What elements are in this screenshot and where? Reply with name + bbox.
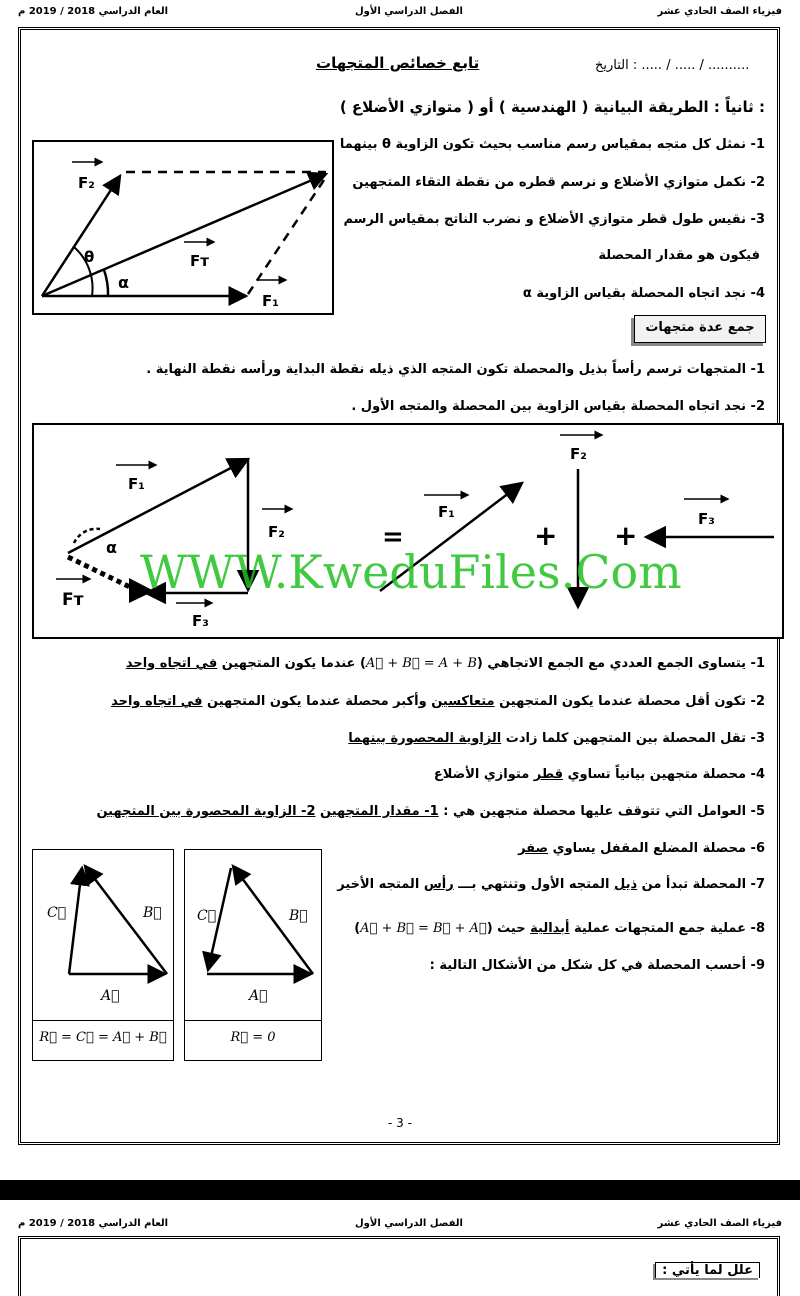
tri1-a-label: A⃗ xyxy=(101,988,120,1004)
header-semester-2: الفصل الدراسي الأول xyxy=(355,1218,463,1229)
watermark-text: WWW.KweduFiles.Com xyxy=(140,545,682,599)
step-3-cont: فيكون هو مقدار المحصلة xyxy=(598,248,760,263)
separate-f1-label: F₁ xyxy=(438,503,455,521)
date-label: التاريخ : ..... / ..... / .......... xyxy=(595,58,750,73)
dashed-side-right xyxy=(248,180,324,294)
section-heading: ثانياً : الطريقة البيانية ( الهندسية ) أو ( متوازي الأضلاع ) : xyxy=(339,98,765,116)
parallelogram-diagram xyxy=(34,142,332,313)
plus-sign-2: + xyxy=(614,519,638,552)
page2-heading: علل لما يأتي : xyxy=(655,1262,760,1278)
alpha-arc-2 xyxy=(74,529,100,543)
poly-resultant xyxy=(68,557,132,588)
header-semester: الفصل الدراسي الأول xyxy=(355,6,463,17)
alpha-arc xyxy=(104,270,108,296)
fact-7: 7- المحصلة تبدأ من ذيل المتجه الأول وتنتهي بـــ رأس المتجه الأخير xyxy=(337,877,765,892)
header-subject-2: فيزياء الصف الحادي عشر xyxy=(657,1218,782,1229)
fact-9: 9- أحسب المحصلة في كل شكل من الأشكال التالية : xyxy=(429,958,765,973)
separate-f2-label: F₂ xyxy=(570,445,587,463)
tri2-a-label: A⃗ xyxy=(249,988,268,1004)
section-tab: جمع عدة متجهات xyxy=(634,315,766,343)
tri2-c-label: C⃗ xyxy=(197,908,217,924)
tri2-result: R⃗ = 0 xyxy=(230,1030,276,1045)
tri1-result: R⃗ = C⃗ = A⃗ + B⃗ xyxy=(39,1030,167,1045)
triangle-figure-1 xyxy=(32,849,174,1061)
page-separator xyxy=(0,1180,800,1200)
parallelogram-figure xyxy=(32,140,334,315)
separate-f3-label: F₃ xyxy=(698,510,715,528)
step-2: 2- نكمل متوازي الأضلاع و نرسم قطره من نقطة التقاء المتجهين xyxy=(352,175,765,190)
fact-4: 4- محصلة متجهين بيانياً تساوي قطر متوازي الأضلاع xyxy=(433,767,765,782)
poly-f1 xyxy=(68,459,248,553)
fact-3: 3- تقل المحصلة بين المتجهين كلما زادت الزاوية المحصورة بينهما xyxy=(348,731,765,746)
multi-step-1: 1- المتجهات ترسم رأساً بذيل والمحصلة تكون المتجه الذي ذيله نقطة البداية ورأسه نقطة النهاية . xyxy=(146,362,765,377)
f2-label: F₂ xyxy=(78,174,95,192)
alpha-label: α xyxy=(118,273,129,292)
plus-sign-1: + xyxy=(534,519,558,552)
multi-step-2: 2- نجد اتجاه المحصلة بقياس الزاوية بين المحصلة والمتجه الأول . xyxy=(351,399,765,414)
equals-sign: = xyxy=(382,522,404,552)
vector-addition-diagram xyxy=(34,425,782,637)
step-3: 3- نقيس طول قطر متوازي الأضلاع و نضرب الناتج بمقياس الرسم xyxy=(343,212,765,227)
header-subject: فيزياء الصف الحادي عشر xyxy=(657,6,782,17)
triangle-figure-2 xyxy=(184,849,322,1061)
poly-f3-label: F₃ xyxy=(192,612,209,630)
f1-label: F₁ xyxy=(262,292,279,310)
fact-2: 2- تكون أقل محصلة عندما يكون المتجهين متعاكسين وأكبر محصلة عندما يكون المتجهين في اتجاه واحد xyxy=(111,694,765,709)
page-number: - 3 - xyxy=(388,1116,412,1130)
step-4: 4- نجد اتجاه المحصلة بقياس الزاوية α xyxy=(522,286,765,301)
tri1-c-label: C⃗ xyxy=(47,905,67,921)
poly-f1-label: F₁ xyxy=(128,475,145,493)
theta-label: θ xyxy=(84,248,95,266)
fact-1: 1- يتساوى الجمع العددي مع الجمع الاتجاهي (A⃗ + B⃗ = A + B) عندما يكون المتجهين في اتجاه واحد xyxy=(125,656,765,671)
poly-f2-label: F₂ xyxy=(268,523,285,541)
header-year-2: العام الدراسي 2018 / 2019 م xyxy=(18,1218,169,1229)
ft-label: Fᴛ xyxy=(190,252,209,270)
vector-addition-figure xyxy=(32,423,784,639)
fact-5: 5- العوامل التي تتوقف عليها محصلة متجهين هي : 1- مقدار المتجهين 2- الزاوية المحصورة بين المتجهين xyxy=(96,804,765,819)
step-1: 1- نمثل كل متجه بمقياس رسم مناسب بحيث تكون الزاوية θ بينهما xyxy=(339,137,765,152)
formula-1: A⃗ + B⃗ = A + B xyxy=(365,656,477,671)
header-year: العام الدراسي 2018 / 2019 م xyxy=(18,6,169,17)
resultant-vector xyxy=(42,174,326,296)
tri1-b-label: B⃗ xyxy=(143,905,162,921)
tri2-b-label: B⃗ xyxy=(289,908,308,924)
poly-alpha-label: α xyxy=(106,538,117,557)
poly-ft-label: Fᴛ xyxy=(62,590,84,610)
page-title: تابع خصائص المتجهات xyxy=(316,54,480,72)
fact-6: 6- محصلة المضلع المقفل يساوي صفر xyxy=(518,841,765,856)
formula-8: A⃗ + B⃗ = B⃗ + A⃗ xyxy=(360,921,487,936)
fact-8: 8- عملية جمع المتجهات عملية أبدالية حيث (A⃗ + B⃗ = B⃗ + A⃗) xyxy=(354,921,765,936)
